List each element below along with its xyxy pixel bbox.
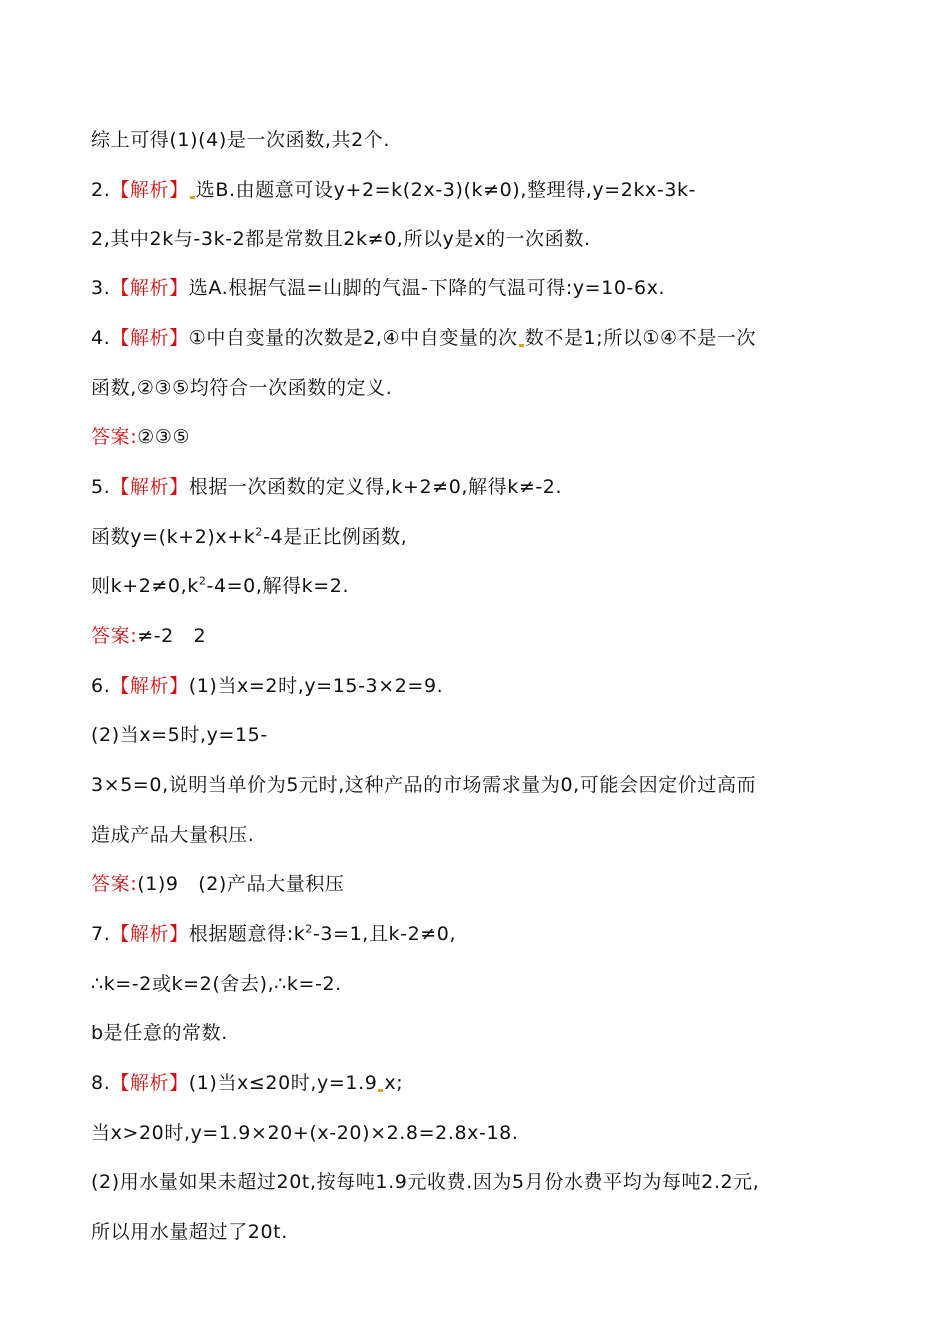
item-number: 3. [91,277,111,299]
solution-text: 函数y=(k+2)x+k [91,526,256,548]
solution-text: (1)当x≤20时,y=1.9 [188,1072,378,1094]
highlight-mark [378,1089,383,1092]
solution-7-line-3 [91,1021,228,1045]
solution-4-line-1 [91,326,756,350]
solution-8-line-2 [91,1121,518,1145]
solution-7-line-1 [91,922,456,946]
superscript: 2 [305,922,313,936]
answer-label: 答案: [91,426,138,448]
item-number: 2. [91,179,111,201]
solution-text: (2)当x=5时,y=15- [91,724,268,746]
text-line-summary [91,128,390,152]
solution-6-line-2 [91,723,268,747]
solution-6-line-3 [91,773,756,797]
solution-text: 则k+2≠0,k [91,575,199,597]
highlight-mark [519,344,524,347]
solution-7-line-2 [91,972,342,996]
answer-4-line [91,425,190,449]
solution-text: 根据一次函数的定义得,k+2≠0,解得k≠-2. [188,476,563,498]
answer-5-line [91,624,206,648]
summary-text: 综上可得(1)(4)是一次函数,共2个. [91,129,390,151]
highlight-mark [190,196,195,199]
solution-5-line-3 [91,574,349,598]
answer-value: (1)9 (2)产品大量积压 [137,873,345,895]
analysis-tag: 【解析】 [110,179,189,201]
solution-5-line-2 [91,525,407,549]
solution-text: 3×5=0,说明当单价为5元时,这种产品的市场需求量为0,可能会因定价过高而 [91,774,757,796]
solution-text: 函数,②③⑤均符合一次函数的定义. [91,377,393,399]
solution-2-line-2 [91,227,591,251]
analysis-tag: 【解析】 [110,277,189,299]
analysis-tag: 【解析】 [110,1072,189,1094]
solution-text: -4=0,解得k=2. [206,575,350,597]
answer-label: 答案: [91,625,138,647]
item-number: 8. [91,1072,111,1094]
item-number: 5. [91,476,111,498]
analysis-tag: 【解析】 [110,476,189,498]
solution-text: -3=1,且k-2≠0, [312,923,457,945]
solution-text: 当x>20时,y=1.9×20+(x-20)×2.8=2.8x-18. [91,1122,519,1144]
solution-text: ①中自变量的次数是2,④中自变量的次 [188,327,518,349]
superscript: 2 [198,574,207,588]
solution-text: 选B.由题意可设y+2=k(2x-3)(k≠0),整理得,y=2kx-3k- [195,179,697,201]
solution-3-line-1 [91,276,665,300]
analysis-tag: 【解析】 [110,327,189,349]
answer-value: ②③⑤ [137,426,191,448]
answer-6-line [91,872,345,896]
solution-4-line-2 [91,376,392,400]
solution-8-line-3 [91,1170,759,1194]
answer-value: ≠-2 2 [137,625,207,647]
solution-text: 数不是1;所以①④不是一次 [524,327,757,349]
item-number: 4. [91,327,111,349]
solution-text: b是任意的常数. [91,1022,228,1044]
item-number: 6. [91,675,111,697]
solution-8-line-4 [91,1220,288,1244]
analysis-tag: 【解析】 [110,675,189,697]
solution-text: (1)当x=2时,y=15-3×2=9. [188,675,444,697]
solution-6-line-4 [91,823,254,847]
solution-8-line-1 [91,1071,403,1095]
solution-text: 所以用水量超过了20t. [91,1221,288,1243]
solution-2-line-1 [91,178,696,202]
solution-text: x; [384,1072,404,1094]
solution-text: -4是正比例函数, [262,526,408,548]
superscript: 2 [255,525,263,539]
solution-text: 选A.根据气温=山脚的气温-下降的气温可得:y=10-6x. [188,277,666,299]
solution-text: 造成产品大量积压. [91,824,255,846]
analysis-tag: 【解析】 [110,923,189,945]
solution-5-line-1 [91,475,562,499]
solution-6-line-1 [91,674,443,698]
solution-text: ∴k=-2或k=2(舍去),∴k=-2. [91,973,342,995]
answer-label: 答案: [91,873,138,895]
solution-text: 2,其中2k与-3k-2都是常数且2k≠0,所以y是x的一次函数. [91,228,591,250]
item-number: 7. [91,923,111,945]
solution-text: 根据题意得:k [188,923,306,945]
solution-text: (2)用水量如果未超过20t,按每吨1.9元收费.因为5月份水费平均为每吨2.2元, [91,1171,760,1193]
